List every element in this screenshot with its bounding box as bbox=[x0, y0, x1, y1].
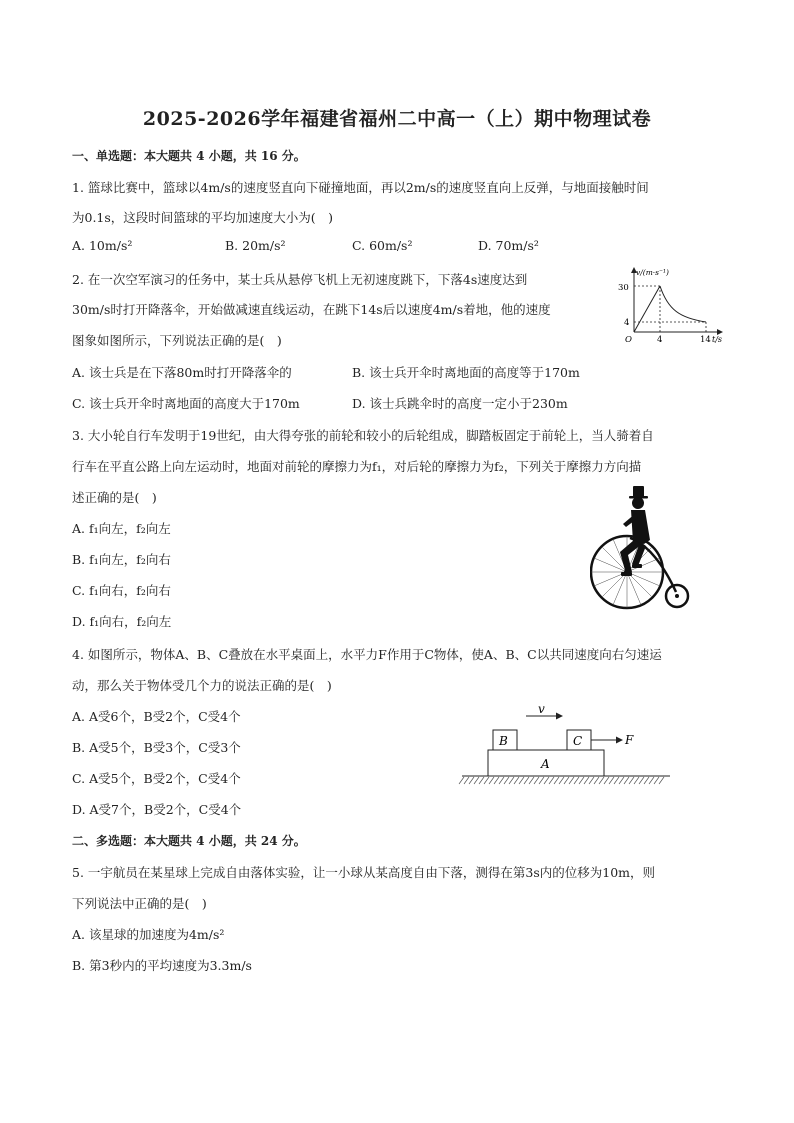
q4-line-1: 4. 如图所示，物体A、B、C叠放在水平桌面上，水平力F作用于C物体，使A、B、C以共同速度向右匀速运 bbox=[72, 647, 662, 662]
velocity-label: v bbox=[538, 702, 545, 716]
q1-option-a: A. 10m/s² bbox=[72, 238, 133, 253]
section-1-heading: 一、单选题：本大题共 4 小题，共 16 分。 bbox=[72, 149, 306, 163]
block-b-label: B bbox=[499, 734, 508, 748]
q2-line-2: 30m/s时打开降落伞，开始做减速直线运动，在跳下14s后以速度4m/s着地，他的速度 bbox=[72, 302, 551, 317]
q4-option-c: C. A受5个，B受2个，C受4个 bbox=[72, 771, 241, 786]
q3-option-b: B. f₁向左，f₂向右 bbox=[72, 552, 171, 567]
graph-ylabel: v/(m·s⁻¹) bbox=[636, 268, 669, 277]
penny-farthing-illustration bbox=[590, 484, 700, 616]
graph-decel-curve bbox=[660, 286, 706, 322]
graph-ytick-4: 4 bbox=[624, 318, 630, 328]
q2-option-d: D. 该士兵跳伞时的高度一定小于230m bbox=[352, 396, 568, 411]
graph-origin: O bbox=[625, 335, 632, 344]
rear-wheel bbox=[666, 585, 688, 607]
graph-xtick-14: 14 bbox=[700, 335, 711, 344]
q1-option-d: D. 70m/s² bbox=[478, 238, 539, 253]
q2-option-c: C. 该士兵开伞时离地面的高度大于170m bbox=[72, 396, 300, 411]
block-a-label: A bbox=[541, 757, 550, 771]
q3-option-c: C. f₁向右，f₂向右 bbox=[72, 583, 171, 598]
q1-option-b: B. 20m/s² bbox=[225, 238, 286, 253]
graph-xlabel: t/s bbox=[712, 335, 723, 344]
q4-line-2: 动，那么关于物体受几个力的说法正确的是( ) bbox=[72, 678, 332, 693]
q5-line-2: 下列说法中正确的是( ) bbox=[72, 896, 207, 911]
q3-line-1: 3. 大小轮自行车发明于19世纪，由大得夸张的前轮和较小的后轮组成，脚踏板固定于前轮上，当人骑着自 bbox=[72, 428, 654, 443]
graph-ytick-30: 30 bbox=[618, 283, 629, 293]
q2-line-3: 图象如图所示，下列说法正确的是( ) bbox=[72, 333, 282, 348]
section-2-heading: 二、多选题：本大题共 4 小题，共 24 分。 bbox=[72, 834, 306, 848]
velocity-time-graph bbox=[616, 262, 728, 344]
q1-line-2: 为0.1s，这段时间篮球的平均加速度大小为( ) bbox=[72, 210, 334, 225]
q3-line-2: 行车在平直公路上向左运动时，地面对前轮的摩擦力为f₁，对后轮的摩擦力为f₂，下列关于摩擦力方向描 bbox=[72, 459, 642, 474]
q2-line-1: 2. 在一次空军演习的任务中，某士兵从悬停飞机上无初速度跳下，下落4s速度达到 bbox=[72, 272, 528, 287]
q2-option-a: A. 该士兵是在下落80m时打开降落伞的 bbox=[72, 365, 292, 380]
q3-line-3: 述正确的是( ) bbox=[72, 490, 157, 505]
q3-option-d: D. f₁向右，f₂向左 bbox=[72, 614, 172, 629]
blocks-diagram bbox=[458, 700, 674, 790]
graph-accel-segment bbox=[634, 286, 660, 332]
exam-title: 2025-2026学年福建省福州二中高一（上）期中物理试卷 bbox=[142, 108, 652, 130]
q1-option-c: C. 60m/s² bbox=[352, 238, 413, 253]
q3-option-a: A. f₁向左，f₂向左 bbox=[72, 521, 171, 536]
q4-option-b: B. A受5个，B受3个，C受3个 bbox=[72, 740, 241, 755]
block-c-label: C bbox=[573, 734, 583, 748]
q5-line-1: 5. 一宇航员在某星球上完成自由落体实验，让一小球从某高度自由下落，测得在第3s内的位移为10m，则 bbox=[72, 865, 656, 880]
q4-option-a: A. A受6个，B受2个，C受4个 bbox=[72, 709, 241, 724]
rider-silhouette bbox=[620, 486, 650, 576]
force-label: F bbox=[625, 733, 634, 747]
q4-option-d: D. A受7个，B受2个，C受4个 bbox=[72, 802, 242, 817]
graph-xtick-4: 4 bbox=[657, 335, 663, 344]
q5-option-b: B. 第3秒内的平均速度为3.3m/s bbox=[72, 958, 252, 973]
q2-option-b: B. 该士兵开伞时离地面的高度等于170m bbox=[352, 365, 580, 380]
table-hatching bbox=[459, 777, 664, 784]
q1-line-1: 1. 篮球比赛中，篮球以4m/s的速度竖直向下碰撞地面，再以2m/s的速度竖直向上反弹，与地面接触时间 bbox=[72, 180, 649, 195]
q5-option-a: A. 该星球的加速度为4m/s² bbox=[72, 927, 225, 942]
